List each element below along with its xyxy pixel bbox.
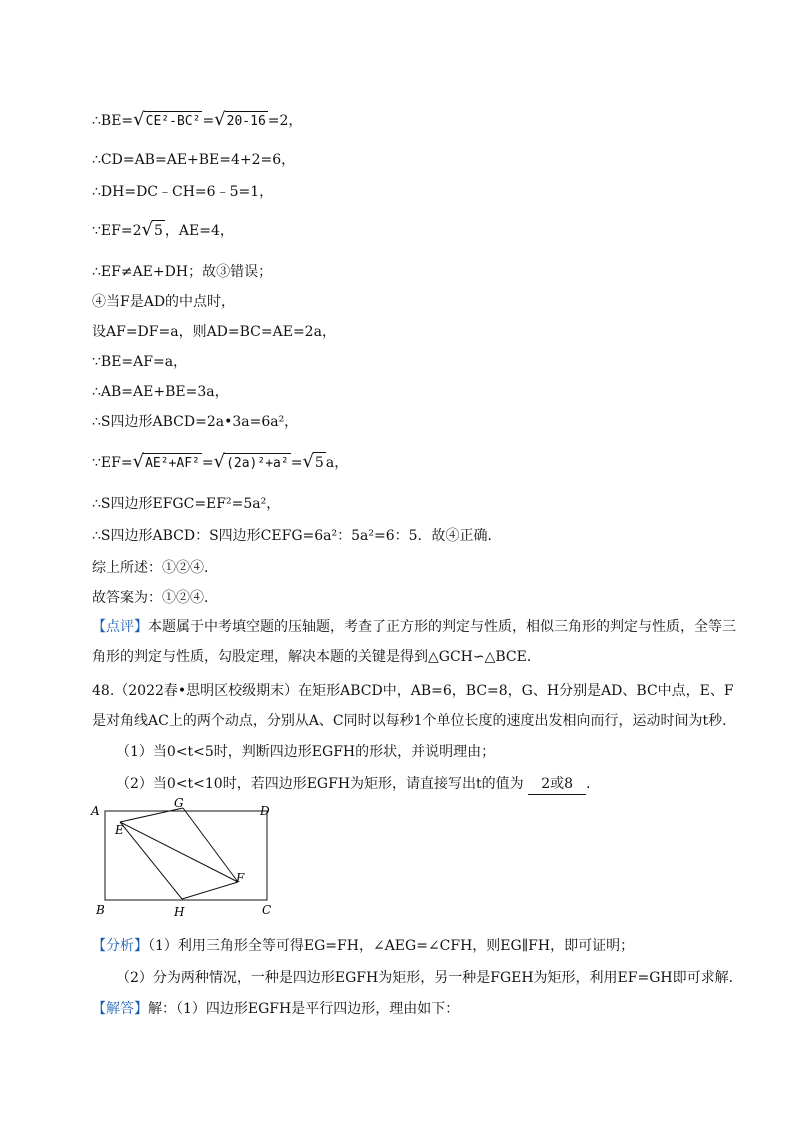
text: = bbox=[202, 113, 215, 129]
segment-fh bbox=[182, 882, 238, 899]
line-summary: 综上所述：①②④． bbox=[92, 560, 218, 576]
text: ，AE=4， bbox=[164, 223, 234, 239]
line-dh: ∴DH=DC﹣CH=6﹣5=1， bbox=[92, 184, 274, 200]
line-ef-neq: ∴EF≠AE+DH；故③错误； bbox=[92, 264, 273, 280]
line-s-efgc: ∴S四边形EFGC=EF²=5a²， bbox=[92, 496, 281, 512]
problem-block bbox=[92, 676, 744, 736]
text: ∴BE= bbox=[92, 113, 134, 129]
label-g: G bbox=[174, 798, 184, 810]
line-be bbox=[92, 110, 302, 132]
line-case4: ④当F是AD的中点时， bbox=[92, 294, 236, 310]
analysis-2: （2）分为两种情况，一种是四边形EGFH为矩形，另一种是FGEH为矩形，利用EF=GH即可求解． bbox=[116, 970, 743, 986]
comment-tag: 【点评】 bbox=[92, 619, 148, 635]
segment-gf bbox=[183, 808, 238, 882]
text: =2， bbox=[267, 113, 303, 129]
line-ab: ∴AB=AE+BE=3a， bbox=[92, 384, 229, 400]
text: ∵EF=2 bbox=[92, 223, 142, 239]
rectangle-figure bbox=[88, 798, 288, 918]
line-be-af: ∵BE=AF=a， bbox=[92, 354, 188, 370]
question-2 bbox=[116, 774, 600, 795]
segment-he bbox=[120, 822, 182, 899]
answer-blank: 2或8 bbox=[528, 774, 586, 795]
label-e: E bbox=[115, 823, 124, 837]
radicand: CE²-BC² bbox=[144, 111, 203, 132]
text: （2）当0<t<10时，若四边形EGFH为矩形，请直接写出t的值为 bbox=[116, 776, 524, 792]
radicand: 5 bbox=[313, 452, 326, 473]
sqrt-icon: √ bbox=[132, 451, 145, 472]
radicand: 20-16 bbox=[225, 111, 268, 132]
line-answer: 故答案为：①②④． bbox=[92, 590, 218, 606]
line-let: 设AF=DF=a，则AD=BC=AE=2a， bbox=[92, 324, 336, 340]
sqrt-icon: √ bbox=[133, 109, 145, 130]
solution-tag: 【解答】 bbox=[92, 1001, 148, 1017]
radicand: 5 bbox=[152, 220, 165, 241]
problem-text: （2022春•思明区校级期末）在矩形ABCD中，AB=6，BC=8，G、H分别是AD、BC中点，E、F是对角线AC上的两个动点，分别从A、C同时以每秒1个单位长度的速度出发相向而行，运动时间为t秒． bbox=[92, 683, 737, 729]
text: （1）利用三角形全等可得EG=FH，∠AEG=∠CFH，则EG∥FH，即可证明； bbox=[148, 938, 635, 954]
label-c: C bbox=[262, 903, 272, 917]
radicand: (2a)²+a² bbox=[224, 453, 291, 474]
sqrt-icon: √ bbox=[141, 219, 153, 240]
line-cd: ∴CD=AB=AE+BE=4+2=6， bbox=[92, 152, 296, 168]
analysis-1 bbox=[92, 936, 634, 956]
question-1: （1）当0<t<5时，判断四边形EGFH的形状，并说明理由； bbox=[116, 744, 496, 760]
label-b: B bbox=[96, 903, 105, 917]
text: a， bbox=[325, 455, 349, 471]
sqrt-icon: √ bbox=[302, 451, 314, 472]
problem-number: 48. bbox=[92, 683, 115, 699]
segment-ef bbox=[120, 822, 238, 882]
sqrt-icon: √ bbox=[213, 451, 226, 472]
label-d: D bbox=[260, 804, 270, 818]
text: ． bbox=[586, 776, 601, 792]
line-s-abcd: ∴S四边形ABCD=2a•3a=6a²， bbox=[92, 414, 299, 430]
comment-block bbox=[92, 612, 744, 672]
radicand: AE²+AF² bbox=[143, 453, 202, 474]
label-h: H bbox=[174, 905, 185, 918]
segment-eg bbox=[120, 808, 183, 822]
comment-text: 本题属于中考填空题的压轴题，考查了正方形的判定与性质，相似三角形的判定与性质，全等三角形的判定与性质，勾股定理，解决本题的关键是得到△GCH∽△BCE． bbox=[92, 619, 736, 665]
text: 解：（1）四边形EGFH是平行四边形，理由如下： bbox=[148, 1001, 460, 1017]
analysis-tag: 【分析】 bbox=[92, 938, 148, 954]
text: = bbox=[290, 455, 303, 471]
line-ef-sqrt bbox=[92, 452, 348, 474]
line-ratio: ∴S四边形ABCD：S四边形CEFG=6a²：5a²=6：5．故④正确． bbox=[92, 528, 502, 544]
solution-start bbox=[92, 999, 459, 1019]
sqrt-icon: √ bbox=[214, 109, 226, 130]
label-a: A bbox=[91, 804, 100, 818]
text: ∵EF= bbox=[92, 455, 133, 471]
line-ef bbox=[92, 220, 234, 241]
text: = bbox=[201, 455, 214, 471]
label-f: F bbox=[236, 871, 245, 885]
